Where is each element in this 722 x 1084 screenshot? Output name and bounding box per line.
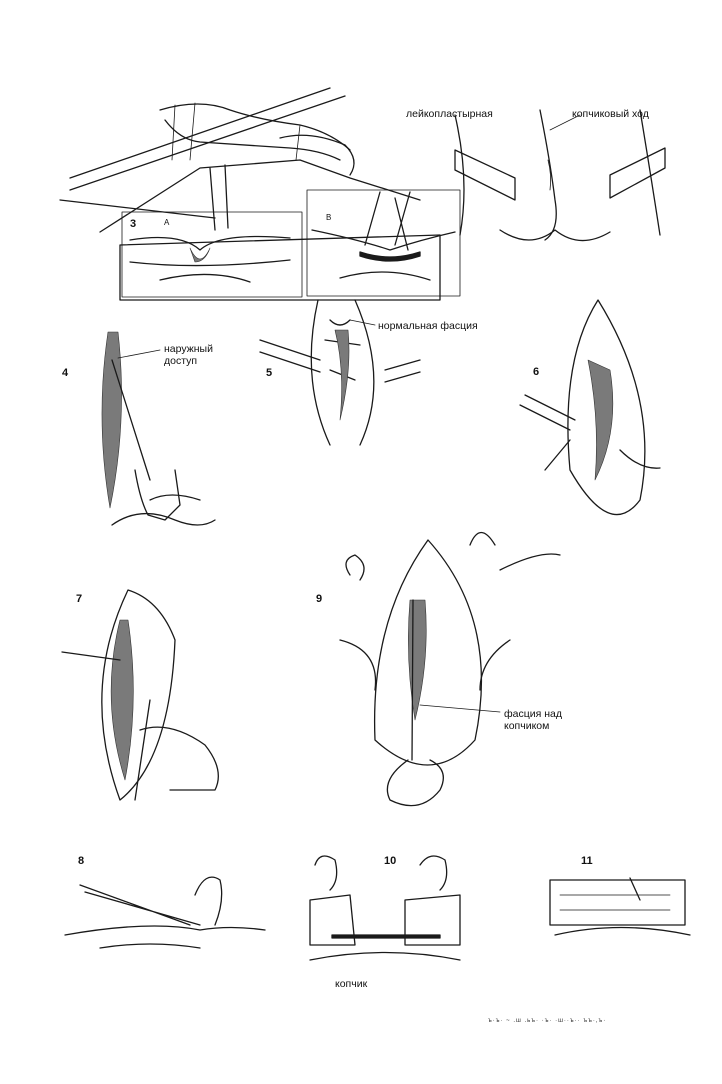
fig7-excision xyxy=(62,590,218,800)
label-external-access-line1: наружный xyxy=(164,343,213,355)
label-external-access-line2: доступ xyxy=(164,355,198,367)
fig9-sutured-wound xyxy=(340,533,560,806)
label-coccyx: копчик xyxy=(335,978,368,990)
label-external-access xyxy=(164,343,213,367)
fig6-wound-retracted xyxy=(520,300,660,515)
figure-number-6: 6 xyxy=(533,366,540,378)
figure-number-9: 9 xyxy=(316,593,323,605)
figure-number-5: 5 xyxy=(266,367,273,379)
fig8-section xyxy=(65,877,265,948)
label-fascia-over-line2: копчиком xyxy=(504,720,550,732)
sublabel-a: А xyxy=(164,218,170,227)
figure-number-4: 4 xyxy=(62,367,69,379)
label-fascia-over-line1: фасция над xyxy=(504,708,562,720)
figure-number-7: 7 xyxy=(76,593,83,605)
sublabel-b: В xyxy=(326,213,332,222)
figure-number-10: 10 xyxy=(384,855,397,867)
fig1-patient-on-table xyxy=(60,88,440,300)
footer-note: ъ·ъ· ~ .ш .ьъ· ·ъ· ·ш··ъ·· ъъ·,ъ· xyxy=(488,1018,607,1024)
label-coccygeal-tract: копчиковый ход xyxy=(572,108,649,120)
figure-number-3: 3 xyxy=(130,218,137,230)
label-adhesive: лейкопластырная xyxy=(406,108,493,120)
label-normal-fascia: нормальная фасция xyxy=(378,320,478,332)
fig2-adhesive-strips xyxy=(455,110,665,241)
label-fascia-over-coccyx xyxy=(504,708,562,732)
leader-lines xyxy=(118,115,580,712)
figure-number-11: 11 xyxy=(581,855,593,867)
figure-number-8: 8 xyxy=(78,855,85,867)
fig10-closure-section xyxy=(310,856,460,960)
fig11-final-closure xyxy=(550,878,690,935)
